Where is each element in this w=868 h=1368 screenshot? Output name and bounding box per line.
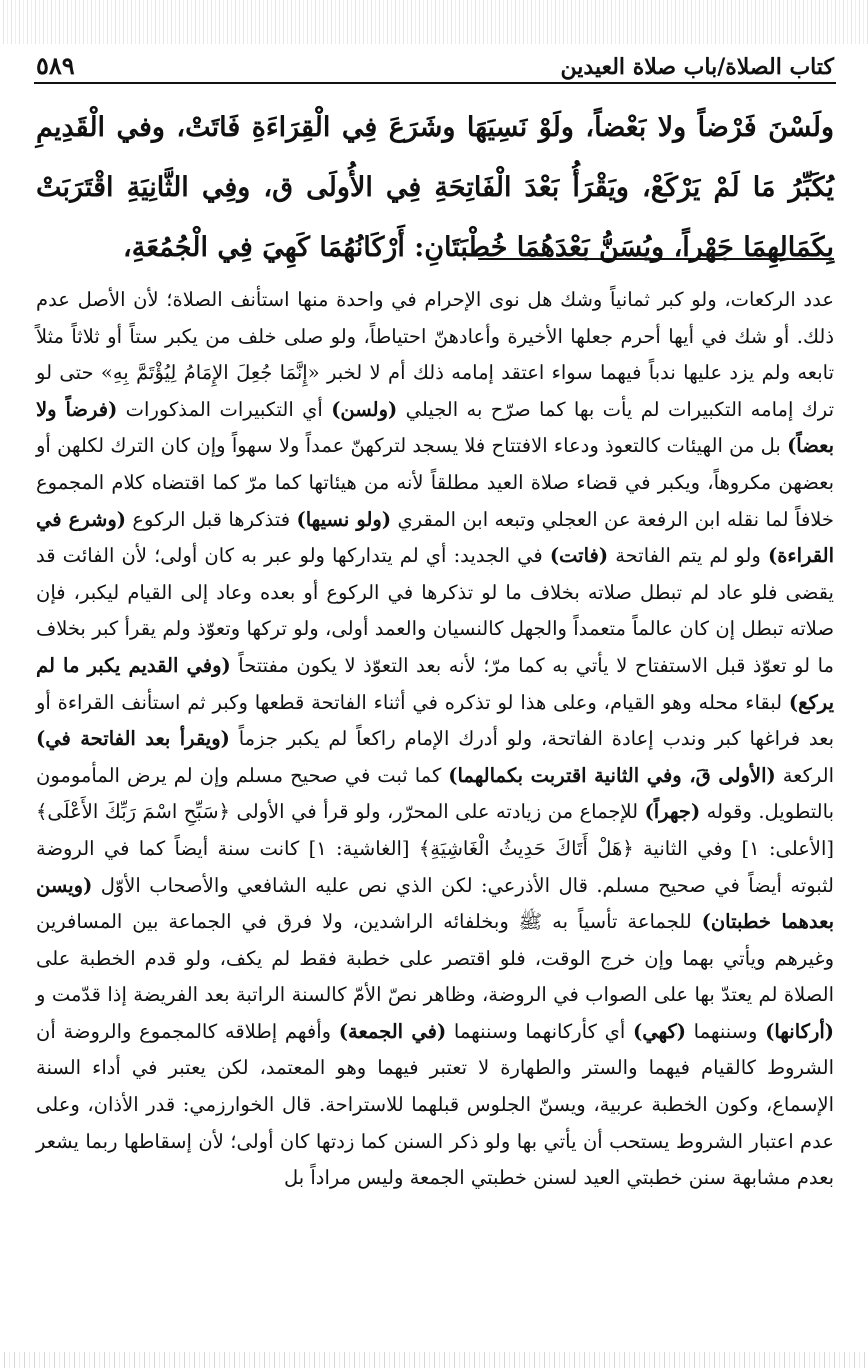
quoted-lemma: (كهي) [632,1019,686,1043]
commentary-run: الركعة [775,763,834,787]
commentary-run: عدد الركعات، ولو كبر ثمانياً وشك هل نوى الإحرام في واحدة منها استأنف الصلاة؛ لأن الأصل عدم ذلك. أو شك في أيها أحرم جعلها الأخيرة وأعادهنّ احتياطاً، ولو صلى خلف من يكبر ستاً أو ثلاثاً مثلاً تابعه ولم يزد عليها ندباً فيهما سواء اعتقد إمامه ذلك أم لا لخبر «إِنَّمَا جُعِلَ الإِمَامُ لِيُؤْتَمَّ بِهِ» حتى لو ترك إمامه التكبيرات لم يأت بها كما صرّح به الجيلي [36,288,834,421]
running-title: كتاب الصلاة/باب صلاة العيدين [560,54,834,80]
page-header [36,46,834,80]
header-rule [34,82,836,84]
commentary-run: للجماعة تأسياً به ﷺ وبخلفائه الراشدين، ولا فرق في الجماعة بين المسافرين وغيرهم ويأتي بهما وإن خرج الوقت، فلو اقتصر على خطبة فقط لم يكف، ولو قدم الخطبة على الصلاة لم يعتدّ بها على الصواب في الروضة، وظاهر نصّ الأمّ كالسنة الراتبة بعد الفريضة إذا قدّمت و [36,910,834,1007]
scan-edge-top [0,0,868,44]
quoted-lemma: (وشرع في القراءة) [36,507,834,568]
quoted-lemma: (جهراً) [644,800,701,824]
quoted-lemma: (ولو نسيها) [296,507,392,531]
commentary-run: فتذكرها قبل الركوع [125,507,297,531]
sharh-commentary [36,282,834,1197]
commentary-run: لبقاء محله وهو القيام، وعلى هذا لو تذكره في أثناء الفاتحة قطعها وكبر ثم استأنف القراءة أو بعد فراغها كبر وندب إعادة الفاتحة، ولو أدرك الإمام راكعاً لم يكبر جزماً [36,690,835,751]
commentary-run: أي كأركانهما وسننهما [446,1019,633,1043]
page-number: ٥٨٩ [36,51,75,80]
quoted-lemma: (ويقرأ بعد الفاتحة في) [36,727,230,751]
quoted-lemma: (ويسن بعدهما خطبتان) [36,873,834,934]
commentary-run: بل من الهيئات كالتعوذ ودعاء الافتتاح فلا يسجد لتركهنّ عمداً ولا سهواً وإن كان الترك لكلهن أو بعضهن مكروهاً، ويكبر في قضاء صلاة العيد مطلقاً لأنه من هيئاتها كما مرّ كما اقتضاه كلام المجموع خلافاً لما نقله ابن الرفعة عن العجلي وتبعه ابن المقري [36,434,834,531]
commentary-run: ولو لم يتم الفاتحة [608,544,768,568]
quoted-lemma: (ولسن) [331,397,398,421]
quoted-lemma: (في الجمعة) [338,1019,447,1043]
commentary-run: في الجديد: أي لم يتداركها ولو عبر به كان أولى؛ لأن الفائت قد يقضى فلو عاد لم تبطل صلاته بخلاف ما لو تذكرها في الركوع أو بعده وعاد إلى القيام ليكبر، فإن صلاته تبطل إن كان عالماً متعمداً والجهل كالنسيان والعمد أولى، ولو تركها وتعوّذ ولم يقرأ كبر بخلاف ما لو تعوّذ قبل الاستفتاح لا يأتي به كما مرّ؛ لأنه بعد التعوّذ لا يكون مفتتحاً [36,544,834,677]
matn-divider [478,258,834,260]
commentary-run: كما ثبت في صحيح مسلم وإن لم يرض المأمومون بالتطويل. وقوله [36,763,834,824]
quoted-lemma: (أركانها) [765,1019,835,1043]
commentary-run: أي التكبيرات المذكورات [117,397,332,421]
quoted-lemma: (فاتت) [549,544,609,568]
quoted-lemma: (فرضاً ولا بعضاً) [36,397,834,458]
commentary-run: للإجماع من زيادته على المحرّر، ولو قرأ في الأولى ﴿سَبِّحِ اسْمَ رَبِّكَ الأَعْلَى﴾ [الأعلى: ١] وفي الثانية ﴿هَلْ أَتَاكَ حَدِيثُ الْغَاشِيَةِ﴾ [الغاشية: ١] كانت سنة أيضاً كما في الروضة لثبوته أيضاً في صحيح مسلم. قال الأذرعي: لكن الذي نص عليه الشافعي والأصحاب الأوّل [36,800,835,897]
matn-text: ولَسْنَ فَرْضاً ولا بَعْضاً، ولَوْ نَسِيَهَا وشَرَعَ فِي الْقِرَاءَةِ فَاتَتْ، وفي الْقَدِيمِ يُكَبِّرُ مَا لَمْ يَرْكَعْ، ويَقْرَأُ بَعْدَ الْفَاتِحَةِ فِي الأُولَى ق، وفِي الثَّانِيَةِ اقْتَرَبَتْ بِكَمَالِهِمَا جَهْراً، ويُسَنُّ بَعْدَهُمَا خُطْبَتَانِ: أَرْكَانُهُمَا كَهِيَ فِي الْجُمُعَةِ، [36,112,834,263]
quoted-lemma: (وفي القديم يكبر ما لم يركع) [36,653,834,714]
quoted-lemma: (الأولى قَ، وفي الثانية اقتربت بكمالهما) [448,763,776,787]
scan-edge-bottom [0,1352,868,1368]
commentary-run: وسننهما [685,1019,766,1043]
commentary-run: وأفهم إطلاقه كالمجموع والروضة أن الشروط كالقيام فيهما والستر والطهارة لا تعتبر فيهما وهو المعتمد، لكن يعتبر في أداء السنة الإسماع، وكون الخطبة عربية، ويسنّ الجلوس قبلهما للاستراحة. قال الخوارزمي: قدر الأذان، وعلى عدم اعتبار الشروط يستحب أن يأتي بها ولو ذكر السنن كما زدتها كان أولى؛ لأن إسقاطها ربما يشعر بعدم مشابهة سنن خطبتي العيد لسنن خطبتي الجمعة وليس مراداً بل [36,1019,834,1190]
